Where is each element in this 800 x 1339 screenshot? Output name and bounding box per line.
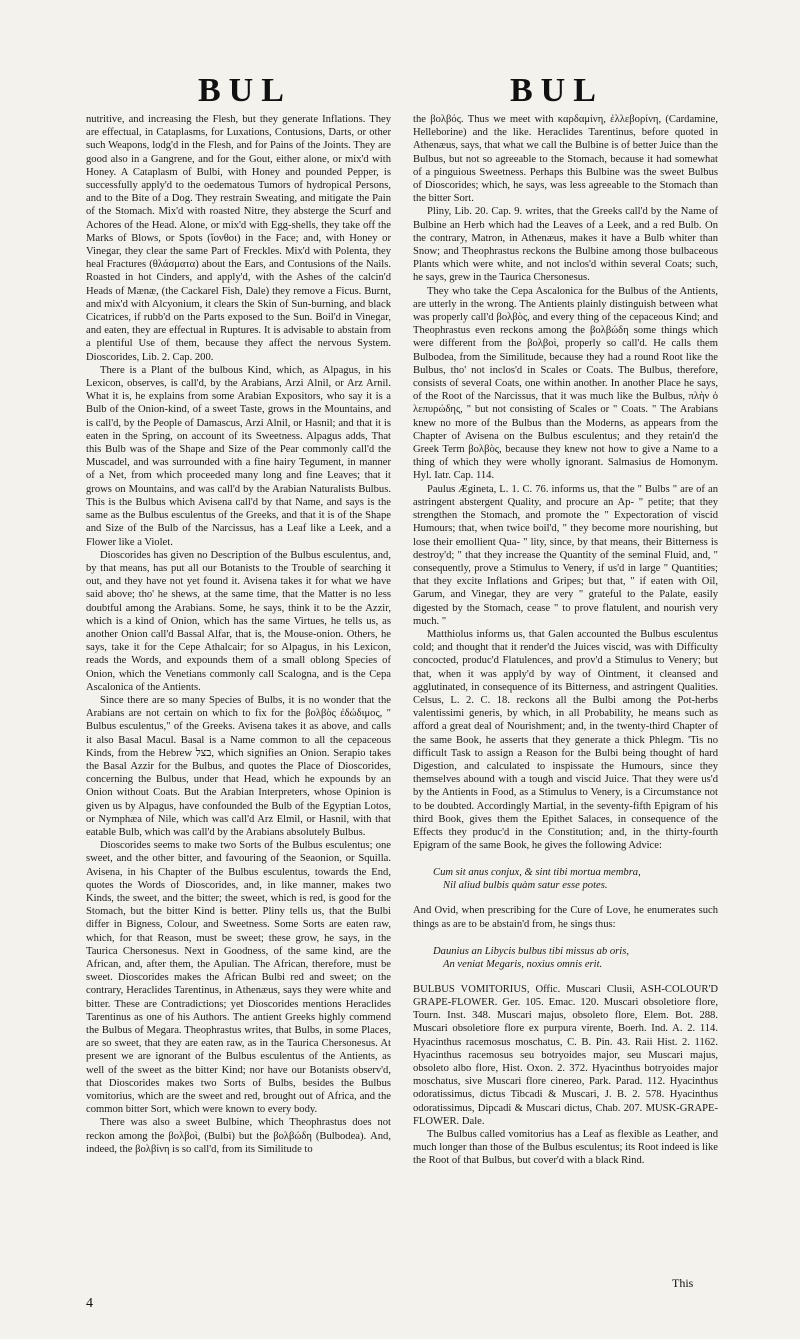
catchword: This (672, 1276, 694, 1290)
running-head-left: BUL (198, 72, 292, 109)
paragraph: There is a Plant of the bulbous Kind, which, as Alpagus, in his Lexicon, observes, is call'd, by the Arabians, Arzi Alnil, or Arz Arnil. What it is, he explains from some Arabian Expositors, who say it is a Bulb of the Onion-kind, of a sweet Taste, grows in the Mountains, and is call'd, by the People of Damascus, Arzi Alnil, or Hasnil; and that it is eaten in the Spring, on account of its Sweetness. Alpagus adds, That this Bulb was of the Shape and Size of the Pear commonly call'd the Muscadel, and was surrounded with a fine hairy Tegument, in manner of a Net, from which proceeded many long and fine Leaves; that it grows on Mountains, and was call'd by the Arabian Naturalists Bulbus. This is the Bulbus which Avisena call'd by that Name, and says is the same as the Bulbus esculentus of the Greeks, and that it is of the Shape and Size of the Bulb of the Narcissus, has a Leaf like a Leek, and a Flower like a Violet. (86, 364, 391, 548)
verse-line: Nil aliud bulbis quàm satur esse potes. (443, 880, 608, 892)
paragraph: There was also a sweet Bulbine, which Theophrastus does not reckon among the βολβοὶ, (Bulbi) but the βολβώδη (Bulbodea). And, indeed, the βολβίνη is so call'd, from its Similitude to (86, 1117, 391, 1155)
paragraph: Dioscorides has given no Description of the Bulbus esculentus, and, by that means, has put all our Botanists to the Trouble of searching it out, and they have not yet found it. Avisena takes it for what we have said above; tho' he shews, at the same time, that the Matter is no less doubtful among the Arabians. Some, he says, think it to be the Azzir, which is a kind of Onion, which has the same Virtues, he tells us, as another Onion call'd Bassal Alfar, that is, the Mouse-onion. Others, he says, take it for the Cepe Athalcair; for so Alpagus, in his Lexicon, reads the Words, and expounds them of a small oblong Species of Onion, which the Venetians commonly call Scalogna, and is the Cepa Ascalonica of the Antients. (86, 549, 391, 693)
paragraph: nutritive, and increasing the Flesh, but they generate Inflations. They are effectual, in Cataplasms, for Luxations, Contusions, Darts, or other such Weapons, lodg'd in the Flesh, and for Pains of the Joints. They are good also in a Gangrene, and for the Gout, either alone, or mix'd with Honey. A Cataplasm of Bulbi, with Honey and pounded Pepper, is successfully apply'd to the oedematous Tumors of hydropical Persons, and to the Bite of a Dog. They restrain Sweating, and mitigate the Pain of the Stomach. Mix'd with roasted Nitre, they absterge the Scurf and Achores of the Head. Alone, or mix'd with Egg-shells, they take off the Marks of Blows, or Spots (ἴονθοι) in the Face; and, with Honey or Vinegar, they clear the same Part of Freckles. Mix'd with Polenta, they heal Fractures (θλάσματα) about the Ears, and Contusions of the Nails. Roasted in hot Cinders, and apply'd, with the Ashes of the calcin'd Heads of Mænæ, (the Cackarel Fish, Dale) they remove a Ficus. Burnt, and mix'd with Alcyonium, it clears the Skin of Sun-burning, and black Cicatrices, if rubb'd on the Parts exposed to the Sun. Boil'd in Vinegar, and eaten, they are effectual in Ruptures. It is advisable to abstain from a plentiful Use of them, because they affect the nervous System. Dioscorides, Lib. 2. Cap. 200. (86, 114, 391, 363)
paragraph: Matthiolus informs us, that Galen accounted the Bulbus esculentus cold; and thought that it render'd the Juices viscid, was with Difficulty concocted, produc'd Flatulences, and prov'd a Stimulus to Venery; but that, when it was apply'd by way of Ointment, it cleansed and agglutinated, in consequence of its Bitterness, and astringent Qualities. Celsus, L. 2. C. 18. reckons all the Bulbi among the Pot-herbs valentissimi generis, by which, in all Probability, he means such as afford a great deal of Nourishment; and, in the twenty-third Chapter of the same Book, he asserts that they generate a thick Phlegm. 'Tis no difficult Task to assign a Reason for the Bulbi being thought of hard Digestion, and calculated to inspissate the Humours, since they themselves abound with a tough and viscid Juice. That they were us'd by the Antients in Food, as a Stimulus to Venery, is a Circumstance not to be doubted. Accordingly Martial, in the seventy-fifth Epigram of his third Book, gives them the Epithet Salaces, in consequence of the Effects they produc'd in the Constitution; and, in the thirty-fourth Epigram of the same Book, he gives the following Advice: (413, 628, 718, 852)
page-number: 4 (86, 1296, 93, 1311)
paragraph: the βολβός. Thus we meet with καρδαμίνη, ἐλλεβορίνη, (Cardamine, Helleborine) and the like. Heraclides Tarentinus, before quoted in Athenæus, says, that what we call the Bulbine is of better Juice than the Bulbus, but not so agreeable to the Stomach, because it had somewhat of a pinguious Sweetness. Perhaps this Bulbine was the sweet Bulbus of Dioscorides; which, he says, was less agreeable to the Stomach than the bitter Sort. (413, 114, 718, 205)
paragraph: They who take the Cepa Ascalonica for the Bulbus of the Antients, are utterly in the wrong. The Antients plainly distinguish between what was properly call'd βολβὸς, and every thing of the cepaceous Kind; and Theophrastus even reckons among the βολβώδη some things which were different from the βολβοὶ, properly so call'd. He calls them Bulbodea, from the Similitude, because they had a round Root like the Bulbus, tho' not inclos'd in Scales or Coats. The Bulbus, therefore, consists of several Coats, one within another. In another Place he says, of the Root of the Narcissus, that it was much like the Bulbus, πλὴν ὁ λεπυρώδης, " but not consisting of Scales or " Coats. " The Arabians knew no more of the Bulbus than the Moderns, as appears from the Chapter of Avisena on the Bulbus esculentus; and they retain'd the Greek Term βολβὸς, because they knew not how to give a Name to a thing of which they were wholly ignorant. Salmasius de Homonym. Hyl. Iatr. Cap. 114. (413, 285, 718, 482)
verse-ovid (433, 945, 718, 971)
left-column (86, 113, 391, 1156)
paragraph: Paulus Ægineta, L. 1. C. 76. informs us, that the " Bulbs " are of an astringent abstergent Quality, and procure an Ap- " petite; that they strengthen the Stomach, and promote the " Expectoration of viscid Humours; that, when twice boil'd, " they become more nourishing, but lose their emollient Qua- " lity, since, by that means, their Bitterness is destroy'd; " that they increase the Quantity of the seminal Fluid, and, " consequently, prove a Stimulus to Venery, if us'd in large " Quantities; that they excite Inflations and Gripes; but that, " if eaten with Oil, Garum, and Vinegar, they are very " grateful to the Palate, easily digested by the Stomach, cease " to prove flatulent, and nourish very much. " (413, 483, 718, 627)
paragraph: Pliny, Lib. 20. Cap. 9. writes, that the Greeks call'd by the Name of Bulbine an Herb which had the Leaves of a Leek, and a red Bulb. On the contrary, Matron, in Athenæus, makes it have a Bulb whiter than Snow; and Theophrastus reckons the Bulbine among those bulbaceous Plants which were white, and not inclos'd within several Coats; such, he says, grew in the Taurica Chersonesus. (413, 206, 718, 284)
verse-line: Daunius an Libycis bulbus tibi missus ab oris, (433, 945, 630, 957)
paragraph: Dioscorides seems to make two Sorts of the Bulbus esculentus; one sweet, and the other bitter, and favouring of the Seaonion, or Squilla. Avisena, in his Chapter of the Bulbus esculentus, towards the End, quotes the Words of Dioscorides, and, in like manner, makes two Kinds, the sweet, and the bitter; the sweet, which is red, is good for the Stomach, but the bitter Kind is better. Pliny tells us, that the Bulbi differ in Bigness, Colour, and Sweetness. Some Sorts are eaten raw, which, for that Reason, must be sweet; these grow, he says, in the Taurica Chersonesus. Next in Goodness, of the same kind, are the African, and, after them, the Apulian. The African, therefore, must be sweet. Dioscorides makes the African Bulbi red and sweet; on the contrary, Heraclides Tarentinus, in Athenæus, says they were white and bitter. These are Contradictions; yet Dioscorides mentions Heraclides Tarentinus as one of his Authors. The antient Greeks highly commend the Bulbus of Megara. Theophrastus writes, that Bulbs, in some Places, are so sweet, that they are eaten raw, as in the Taurica Chersonesus. At present we are ignorant of the Bulbus esculentus of the Antients, as well of the sweet as the bitter Kind; nor have our Botanists observ'd, that Dioscorides makes two Sorts of Bulbs, besides the Bulbus vomitorius, which are the sweet and red, brought out of Africa, and the common bitter Sort, which were known to every body. (86, 840, 391, 1116)
running-head (0, 72, 800, 112)
running-head-right: BUL (510, 72, 604, 109)
dictionary-entry: BULBUS VOMITORIUS, Offic. Muscari Clusii, ASH-COLOUR'D GRAPE-FLOWER. Ger. 105. Emac. 120. Muscari obsoletiore flore, Tourn. Inst. 348. Muscari majus, obsoleto flore, Elem. Bot. 288. Muscari obsoletiore flore ex purpura virente, Boerh. Ind. A. 2. 114. Hyacinthus racemosus moschatus, C. B. Pin. 43. Raii Hist. 2. 1162. Hyacinthus racemosus seu botryoides major, seu Muscari majus, obsoleto albo flore, Hist. Oxon. 2. 372. Hyacinthus botryoides major moschatus, sive Muscari flore cinereo, Park. Parad. 112. Hyacinthus odoratissimus, dictus Tibcadi & Muscari, J. B. 2. 578. Hyacinthus odoratissimus, Dipcadi & Muscari dictus, Chab. 207. MUSK-GRAPE-FLOWER. Dale. (413, 983, 718, 1127)
paragraph: And Ovid, when prescribing for the Cure of Love, he enumerates such things as are to be abstain'd from, he sings thus: (413, 905, 718, 930)
right-column (413, 113, 718, 1168)
verse-line: Cum sit anus conjux, & sint tibi mortua membra, (433, 867, 641, 879)
paragraph: Since there are so many Species of Bulbs, it is no wonder that the Arabians are not certain on which to fix for the βολβὸς ἐδώδιμος, " Bulbus esculentus," of the Greeks. Avisena takes it as above, and calls it also Basal Macul. Basal is a Name common to all the cepaceous Kinds, from the Hebrew בצל, which signifies an Onion. Serapio takes the Basal Azzir for the Bulbus, and quotes the Place of Dioscorides, concerning the Bulbus, under that Head, which he expounds by an Onion without Coats. But the Arabian Interpreters, whose Opinion is given us by Alpagus, have confounded the Bulb of the Egyptian Lotos, or Nymphæa of Nile, which was call'd Arz Elmil, or Hasnil, with that eatable Bulb, which was call'd by the Arabians absolutely Bulbus. (86, 694, 391, 838)
verse-martial (433, 866, 718, 892)
verse-line: An veniat Megaris, noxius omnis erit. (443, 958, 603, 970)
paragraph: The Bulbus called vomitorius has a Leaf as flexible as Leather, and much longer than those of the Bulbus esculentus; its Root indeed is like the Root of that Bulbus, but cover'd with a black Rind. (413, 1129, 718, 1167)
